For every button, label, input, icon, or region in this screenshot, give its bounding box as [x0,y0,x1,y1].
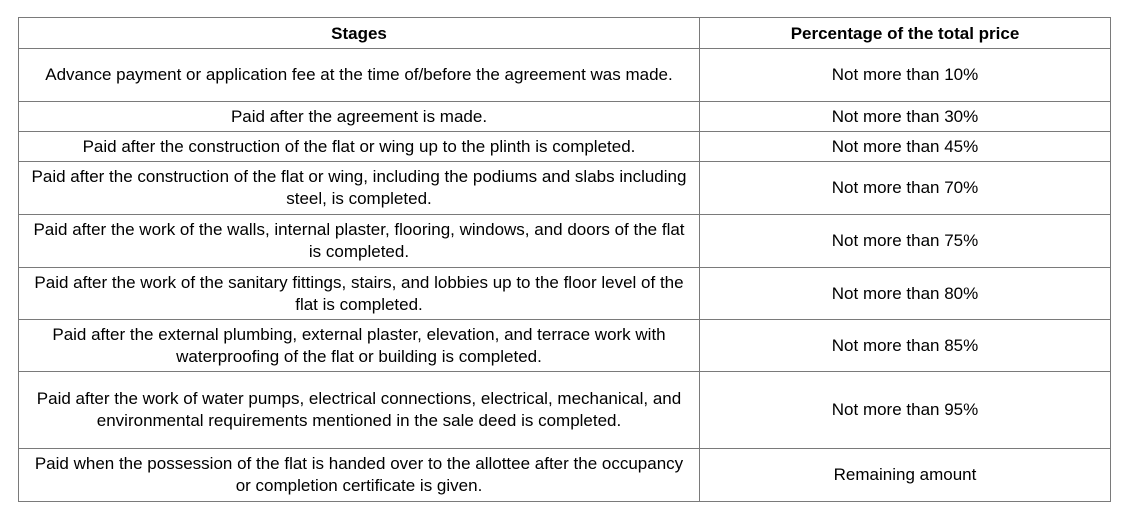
payment-stages-table [18,17,1111,502]
table-row [19,132,1111,162]
stage-cell: Paid after the agreement is made. [19,102,700,132]
stage-cell: Paid after the work of the sanitary fittings, stairs, and lobbies up to the floor level of the flat is completed. [19,268,700,320]
table-header-row [19,18,1111,49]
table-row [19,268,1111,320]
table-row [19,320,1111,372]
percentage-cell: Not more than 70% [700,162,1111,215]
table-row [19,49,1111,102]
stage-cell: Paid after the construction of the flat or wing, including the podiums and slabs including steel, is completed. [19,162,700,215]
stage-cell: Paid after the construction of the flat or wing up to the plinth is completed. [19,132,700,162]
stage-cell: Paid after the external plumbing, external plaster, elevation, and terrace work with waterproofing of the flat or building is completed. [19,320,700,372]
percentage-cell: Not more than 45% [700,132,1111,162]
table-row [19,215,1111,268]
table-row [19,102,1111,132]
percentage-cell: Not more than 95% [700,372,1111,449]
percentage-cell: Not more than 75% [700,215,1111,268]
percentage-cell: Remaining amount [700,449,1111,502]
percentage-column-header: Percentage of the total price [700,18,1111,49]
percentage-cell: Not more than 30% [700,102,1111,132]
percentage-cell: Not more than 10% [700,49,1111,102]
percentage-cell: Not more than 80% [700,268,1111,320]
percentage-cell: Not more than 85% [700,320,1111,372]
stage-cell: Paid after the work of the walls, internal plaster, flooring, windows, and doors of the flat is completed. [19,215,700,268]
stage-cell: Paid after the work of water pumps, electrical connections, electrical, mechanical, and environmental requirements mentioned in the sale deed is completed. [19,372,700,449]
table-row [19,372,1111,449]
stages-column-header: Stages [19,18,700,49]
table-row [19,449,1111,502]
table-row [19,162,1111,215]
stage-cell: Paid when the possession of the flat is handed over to the allottee after the occupancy or completion certificate is given. [19,449,700,502]
stage-cell: Advance payment or application fee at the time of/before the agreement was made. [19,49,700,102]
